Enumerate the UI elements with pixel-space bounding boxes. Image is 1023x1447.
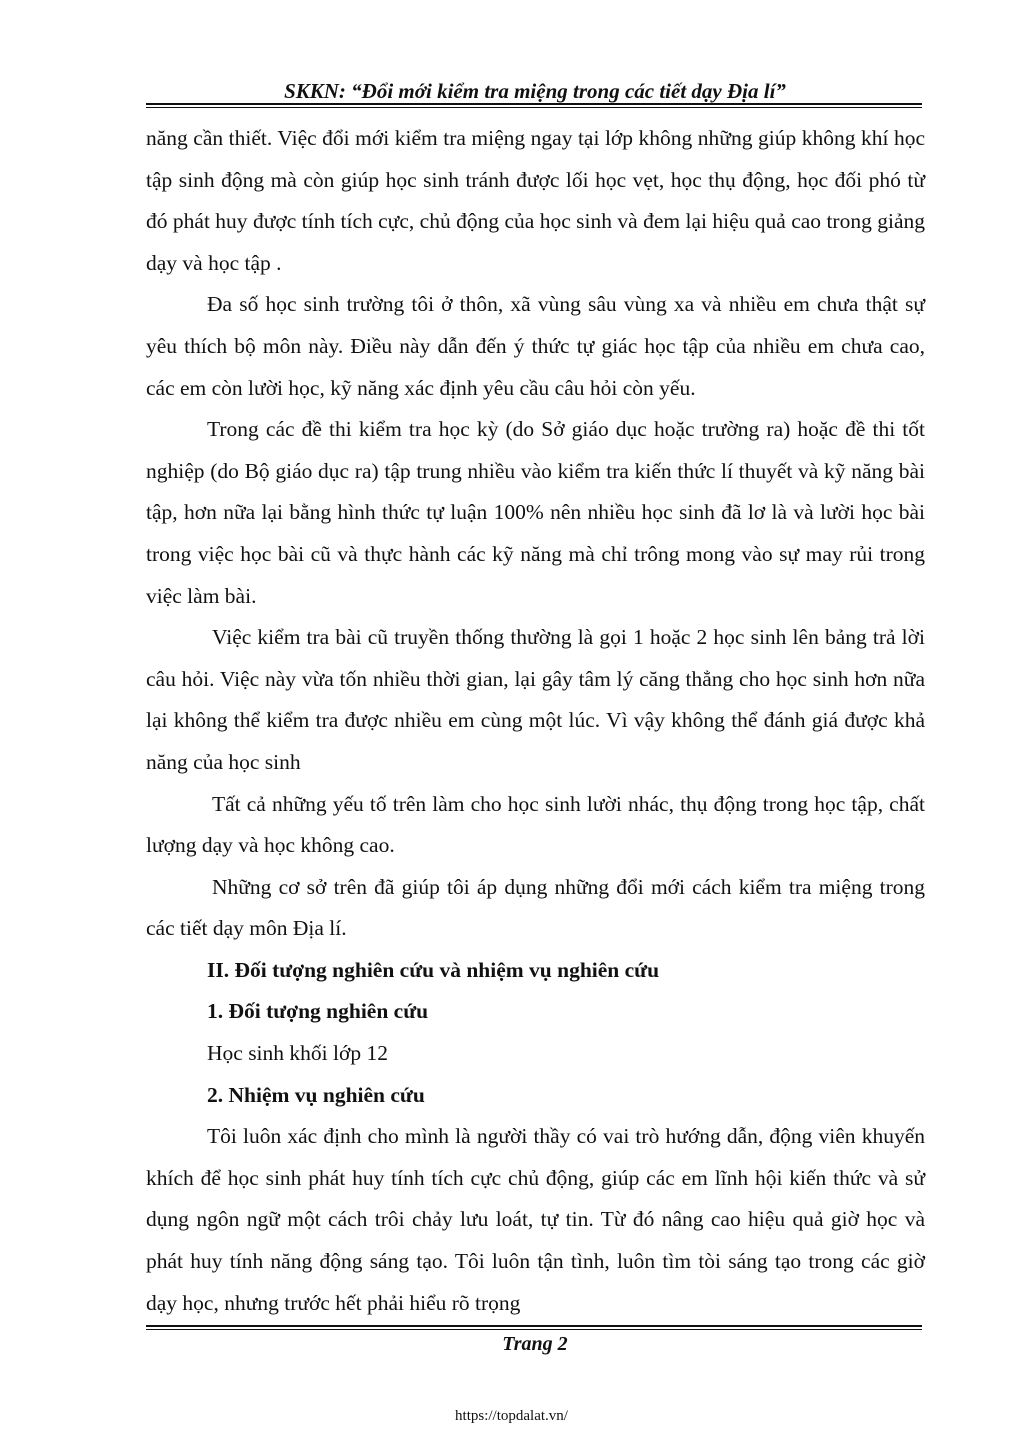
document-header-title: SKKN: “Đổi mới kiểm tra miệng trong các tiết dạy Địa lí” [284, 79, 786, 103]
paragraph-students-background: Đa số học sinh trường tôi ở thôn, xã vùng sâu vùng xa và nhiều em chưa thật sự yêu thích bộ môn này. Điều này dẫn đến ý thức tự giác học tập của nhiều em chưa cao, các em còn lười học, kỹ năng xác định yêu cầu câu hỏi còn yếu. [146, 292, 925, 400]
paragraph-exam-format: Trong các đề thi kiểm tra học kỳ (do Sở giáo dục hoặc trường ra) hoặc đề thi tốt nghiệp (do Bộ giáo dục ra) tập trung nhiều vào kiểm tra kiến thức lí thuyết và kỹ năng bài tập, hơn nữa lại bằng hình thức tự luận 100% nên nhiều học sinh đã lơ là và lười học bài trong việc học bài cũ và thực hành các kỹ năng mà chỉ trông mong vào sự may rủi trong việc làm bài. [146, 417, 925, 608]
header-rule-bottom [146, 107, 922, 108]
footer-rule-bottom [146, 1329, 922, 1330]
paragraph-continuation: năng cần thiết. Việc đổi mới kiểm tra miệng ngay tại lớp không những giúp không khí học tập sinh động mà còn giúp học sinh tránh được lối học vẹt, học thụ động, học đối phó từ đó phát huy được tính tích cực, chủ động của học sinh và đem lại hiệu quả cao trong giảng dạy và học tập . [146, 126, 925, 275]
page-number: Trang 2 [502, 1333, 568, 1355]
document-body [146, 118, 925, 1324]
section-heading-research: II. Đối tượng nghiên cứu và nhiệm vụ nghiên cứu [207, 957, 660, 982]
footer-rule-top [146, 1325, 922, 1327]
paragraph-factors: Tất cả những yếu tố trên làm cho học sinh lười nhác, thụ động trong học tập, chất lượng dạy và học không cao. [146, 791, 925, 858]
subheading-research-subject: 1. Đối tượng nghiên cứu [207, 999, 429, 1024]
paragraph-teacher-role: Tôi luôn xác định cho mình là người thầy có vai trò hướng dẫn, động viên khuyến khích để học sinh phát huy tính tích cực chủ động, giúp các em lĩnh hội kiến thức và sử dụng ngôn ngữ một cách trôi chảy lưu loát, tự tin. Từ đó nâng cao hiệu quả giờ học và phát huy tính năng động sáng tạo. Tôi luôn tận tình, luôn tìm tòi sáng tạo trong các giờ dạy học, nhưng trước hết phải hiểu rõ trọng [146, 1124, 925, 1315]
subheading-research-task: 2. Nhiệm vụ nghiên cứu [207, 1082, 425, 1107]
research-subject-text: Học sinh khối lớp 12 [207, 1041, 388, 1066]
header-rule-top [146, 103, 922, 105]
paragraph-traditional-check: Việc kiểm tra bài cũ truyền thống thường là gọi 1 hoặc 2 học sinh lên bảng trả lời câu hỏi. Việc này vừa tốn nhiều thời gian, lại gây tâm lý căng thẳng cho học sinh hơn nữa lại không thể kiểm tra được nhiều em cùng một lúc. Vì vậy không thể đánh giá được khả năng của học sinh [146, 625, 925, 774]
paragraph-basis: Những cơ sở trên đã giúp tôi áp dụng những đổi mới cách kiểm tra miệng trong các tiết dạy môn Địa lí. [146, 874, 925, 941]
source-url: https://topdalat.vn/ [455, 1408, 568, 1424]
